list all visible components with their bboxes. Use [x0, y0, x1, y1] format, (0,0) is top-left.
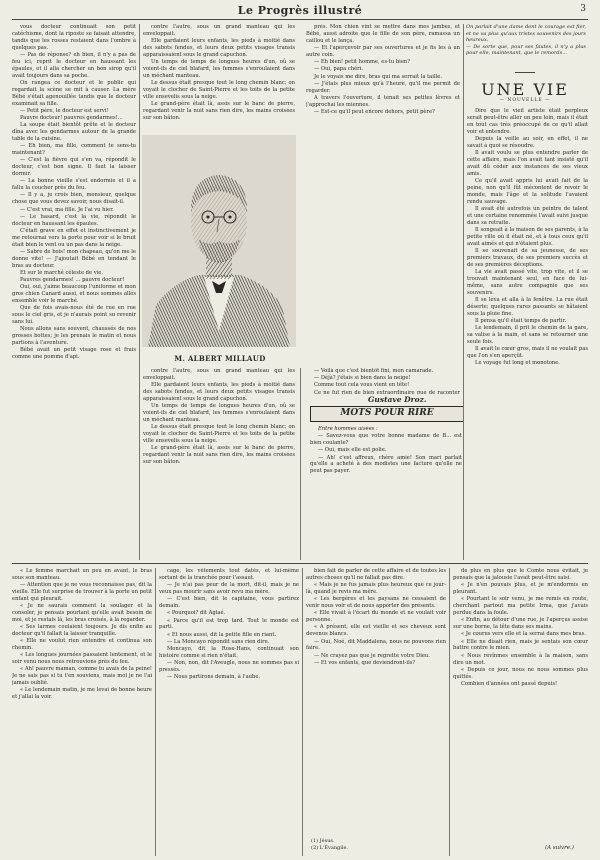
paragraph: — Déjà? j'étais si bien dans la neige! [314, 375, 411, 382]
paragraph: Depuis la veille au soir, en effet, il ne savait à quoi se résoudre. [467, 135, 588, 149]
column-divider [302, 568, 303, 856]
paragraph: — Attention que je ne vous reconnaisse pas, dit la vieille. Elle fut surprise de trouver à la porte un petit enfant qui pleurait. [12, 582, 152, 602]
portrait-illustration [142, 135, 296, 347]
lower-column-2 [159, 568, 299, 856]
paragraph: On rangea ce docteur et le public qui regardait la scène se mit à causer. La mère Bébé s'était agenouillée tandis que le docteur examinait sa fille. [12, 79, 136, 107]
paragraph: « Ah! pauvre maman, comme tu avais de la peine! Je ne sais pas si tu t'en souviens, mais moi je ne l'ai jamais oublié. [12, 666, 152, 687]
mots-pour-rire-text [310, 426, 462, 560]
paragraph: — J'étais plus mieux qu'à l'heure, qu'il me permit de regarder. [306, 80, 460, 94]
paragraph: « Le lendemain matin, je me levai de bonne heure et j'allai la voir. [12, 687, 152, 701]
paragraph: « Je ne saurais comment la soulager et la consoler, je pensais pourtant qu'elle avait besoin de moi, et je restais là, les bras croisés, à la regarder. [12, 603, 152, 623]
paragraph: Pauvres gendarmes! ... pauvre docteur! [20, 277, 125, 284]
paragraph: Il avait le cœur gros, mais il ne voulait pas que l'on s'en aperçût. [467, 346, 588, 359]
lower-column-3 [306, 568, 446, 836]
paragraph: Je le voyais me dire, bras qui ma serrait la taille. [314, 73, 442, 80]
column-divider [463, 24, 464, 560]
ornament-rule [515, 72, 535, 73]
paragraph: Pauvre docteur! pauvres gendarmes!... [20, 114, 123, 121]
paragraph: Moncayo, dit la Rose-Hans, continuait son histoire comme si rien n'était. [159, 646, 299, 659]
paragraph: « Depuis ce jour, nous ne nous sommes plus quittés. [453, 666, 588, 680]
paragraph: Le lendemain, il prit le chemin de la gare, sa valise à la main, et sans se retourner une seule fois. [467, 325, 588, 345]
epigraph-text-2: — De sorte que, pour ses fautes, il n'y a plus pour elle, maintenant, que le remords... [466, 43, 586, 56]
epigraph [466, 24, 586, 57]
paragraph: « Parce qu'il est trop tard. Tout le monde est parti. [159, 617, 299, 631]
story-column-2-lower [143, 368, 295, 560]
paragraph: Il songeait à la maison de ses parents, à la petite ville où il était né, et à tous ceux qu'il avait aimés et qui n'étaient plus. [467, 226, 588, 247]
portrait-engraving [142, 135, 296, 347]
joke-entry-label: Entre hommes aisées : [318, 426, 378, 432]
story-title: UNE VIE [481, 80, 569, 99]
author-signature: Gustave Droz. [368, 395, 427, 404]
paragraph: — Il y a, je crois bien, monsieur, quelque chose que vous devez savoir, nous disait-il. [12, 192, 136, 206]
paragraph: — Le hasard, c'est la vie, répondit le docteur en haussant les épaules. [12, 213, 136, 227]
paragraph: — Nous partirons demain, à l'aube. [167, 674, 261, 681]
paragraph: contre l'autre, sous un grand manteau qui les enveloppait. [143, 24, 295, 37]
une-vie-column [467, 108, 588, 560]
paragraph: « Elle ne disait rien, mais je sentais son cœur battre contre le mien. [453, 638, 588, 652]
masthead-title: Le Progrès illustré [237, 4, 363, 17]
paragraph: C'était grave en effet et instinctivement je me retournai vers la porte pour voir si le bruit était bien le vent ou un pas dans la neige. [12, 227, 136, 248]
paragraph: — Eh bien, ma fille, comment te sens-tu maintenant? [12, 143, 136, 157]
paragraph: « Pourtant le soir venu, je me remis en route, cherchant partout ma petite Irma, que j'avais perdue dans la foule. [453, 596, 588, 617]
footnote: (2) L'Évangile. [311, 844, 348, 851]
paragraph: Ce ne fut rien de bien extraordinaire que de raconter [314, 389, 460, 394]
paragraph: — Eh bien! petit homme, es-tu bien? [314, 59, 411, 66]
paragraph: Il se leva et alla à la fenêtre. La rue était déserte; quelques rares passants se hâtaient sous la pluie fine. [467, 296, 588, 317]
paragraph: — La bonne vieille s'est endormie et il a fallu la coucher près du feu. [12, 178, 136, 192]
paragraph: — Je n'ai pas peur de la mort, dit-il, mais je ne veux pas mourir sans avoir revu ma mère. [159, 582, 299, 596]
paragraph: — Petit père, le docteur est servi! [20, 107, 109, 114]
paragraph: « Et nous aussi, dit la petite fille en riant. [167, 631, 277, 638]
portrait-caption: M. ALBERT MILLAUD [174, 354, 266, 363]
paragraph: Oui, oui, j'aime beaucoup l'uniforme et mon gros chien Canard aussi, et nous sommes allés ensemble voir le marché. [12, 284, 136, 305]
story-column-2 [143, 24, 295, 130]
paragraph: — Non, non, dit l'Aveugle, nous ne sommes pas si pressés. [159, 660, 299, 674]
paragraph: Le dessus était presque tout le long chemin blanc; on voyait le clocher de Saint-Pierre et les toits de la petite ville ensevelis sous la neige. [143, 424, 295, 444]
joke-line: — Savez-vous que votre bonne madame de B... est bien coulante? [310, 433, 462, 447]
paragraph: Le dessus était presque tout le long chemin blanc; on voyait le clocher de Saint-Pierre et les toits de la petite ville ensevelis sous la neige. [143, 80, 295, 100]
footnote: (1) Jésus. [311, 838, 335, 844]
paragraph: — Pas de réponse? eh bien, il n'y a pas de feu ici, reprit le docteur en haussant les épaules, et il alla chercher un bon sirop qu'il avait toujours dans sa poche. [12, 51, 136, 79]
paragraph: Le grand-père était là, assis sur le banc de pierre, regardant venir la nuit sans rien dire, les mains croisées sur son bâton. [143, 101, 295, 121]
column-divider [155, 568, 156, 856]
paragraph: « Elle ne voulut rien entendre et continua son chemin. [12, 638, 152, 652]
paragraph: contre l'autre, sous un grand manteau qui les enveloppait. [143, 368, 295, 381]
paragraph: Il avait voulu se plus entendre parler de cette affaire, mais l'on avait tant insisté qu'il avait dû céder aux instances de ses vieux amis. [467, 150, 588, 177]
paragraph: près. Mon chien vint se mettre dans mes jambes, et Bébé, aussi adroite que le fille de son père, ramassa un caillou et le lança. [306, 24, 460, 44]
paragraph: Ce qu'il avait appris lui avait fait de la peine, non qu'il fût mécontent de revoir le monde, mais l'âge et la solitude l'avaient rendu sauvage. [467, 177, 588, 205]
joke-line: — Oui, mais elle est polie. [318, 447, 387, 454]
paragraph: — Est-ce qu'il peut encore dehors, petit père? [314, 108, 435, 115]
paragraph: Un temps de temps de longues heures d'un, oû se voient-ils de ciel blafard, les femmes s'enroulaient dans un méchant manteau. [143, 403, 295, 423]
story-column-3 [306, 24, 460, 130]
paragraph: Combien d'années ont passé depuis! [461, 680, 558, 687]
paragraph: « A présent, elle est vieille et ses cheveux sont devenus blancs. [306, 624, 446, 638]
paragraph: Nous allons sans souvent, chaussés de nos grosses bottes; je les prenais le matin et nous partions à l'aventure. [12, 326, 136, 347]
paragraph: — C'est la fièvre qui s'en va, répondit le docteur, c'est bon signe. Il faut la laisser dormir. [12, 157, 136, 178]
paragraph: Elle gardaient leurs enfants, les pieds à moitié dans des sabots fendus, et leurs deux petits visages transis apparaissaient sous le grand capuchon. [143, 38, 295, 58]
paragraph: Comme tout cela vous vient en tête! [314, 382, 410, 389]
page-header [12, 4, 588, 18]
paragraph: — Oui, Noé, dit Maddalena, nous ne pouvons rien faire. [306, 638, 446, 652]
paragraph: de plus en plus que le Comte nous évitait, je pensais que la jalousie l'avait peut-être saisi. [453, 568, 588, 581]
paragraph: — Ne crayez pas que je regrette votre Dieu. [314, 652, 430, 659]
paragraph: « Nous revînmes ensemble à la maison, sans dire un mot. [453, 652, 588, 666]
paragraph: Un temps de temps de longues heures d'un, oû se voient-ils de ciel blafard, les femmes s'enroulaient dans un méchant manteau. [143, 59, 295, 79]
paragraph: « Elle vivait à l'écart du monde et ne voulait voir personne. [306, 610, 446, 624]
paragraph: vous docteur continuait son petit catéchisme, dont la riposte se faisait attendre, tandis que les rosses restaient dans l'ombre à quelques pas. [12, 24, 136, 51]
story-column-3-lower [306, 368, 460, 394]
paragraph: Il pensa qu'il était temps de partir. [475, 317, 567, 324]
lower-column-4 [453, 568, 588, 842]
column-divider [449, 568, 450, 856]
paragraph: « Pourquoi? dit Aglaé. [167, 610, 226, 617]
paragraph: La soupe était bientôt prête et le docteur dîna avec les gendarmes autour de la grande table de la cuisine. [12, 122, 136, 142]
paragraph: — Voilà que c'est bientôt fini, mon camarade. [314, 368, 434, 374]
paragraph: Dire que le vieil artiste était perpleux serait peut-être aller un peu loin, mais il était en tout cas très préoccupé de ce qu'il allait voir et entendre. [467, 108, 588, 135]
mots-pour-rire-banner [310, 406, 464, 422]
paragraph: — Oui, papa chéri. [314, 66, 363, 73]
paragraph: « Les bergères et les paysans ne cessaient de venir nous voir et de nous apporter des présents. [306, 596, 446, 610]
story-subtitle: — NOUVELLE — [499, 98, 551, 103]
section-divider [12, 563, 588, 564]
paragraph: — La Moncayo répondit sans rien dire. [167, 638, 270, 645]
column-divider [300, 368, 301, 560]
joke-line: — Ah! c'est affreux, chère amie! Son mari parlait qu'elle a acheté à des modistes une facture qu'elle ne peut pas payer. [310, 454, 462, 475]
paragraph: « Les longues journées passaient lentement, et le soir venu nous nous retrouvions près du feu. [12, 652, 152, 666]
paragraph: « Enfin, au détour d'une rue, je l'aperçus assise sur une borne, la tête dans ses mains. [453, 617, 588, 631]
paragraph: « Je courus vers elle et la serrai dans mes bras. [461, 631, 586, 638]
paragraph: Le grand-père était là, assis sur le banc de pierre, regardant venir la nuit sans rien dire, les mains croisées sur son bâton. [143, 445, 295, 465]
paragraph: Bébé avait un petit visage rose et frais comme une pomme d'api. [12, 347, 136, 361]
paragraph: « Le femme marchait un peu en avant, le bras sous son manteau. [12, 568, 152, 581]
paragraph: — C'est bien, dit le capitaine, vous partirez demain. [159, 596, 299, 610]
lower-column-1 [12, 568, 152, 856]
paragraph: Elle gardaient leurs enfants, les pieds à moitié dans des sabots fendus, et leurs deux petits visages transis apparaissaient sous le grand capuchon. [143, 382, 295, 402]
to-be-continued: (A suivre.) [545, 845, 574, 851]
mots-pour-rire-title: MOTS POUR RIRE [340, 408, 434, 418]
page-number: 3 [580, 4, 586, 14]
column-divider [139, 24, 140, 560]
story-column-1 [12, 24, 136, 560]
header-rule [12, 19, 588, 20]
paragraph: « Mais je ne fus jamais plus heureux que ce jour-là, quand je revis ma mère. [306, 582, 446, 596]
paragraph: Il se souvenait de sa jeunesse, de ses premiers travaux, de ses premiers succès et de ses premières déceptions. [467, 247, 588, 268]
paragraph: Il avait été autrefois un peintre de talent et une certaine renommée l'avait suivi jusque dans sa retraite. [467, 205, 588, 226]
paragraph: bien fait de parler de cette affaire et de toutes les autres choses qu'il ne fallait pas dire. [306, 568, 446, 581]
paragraph: La vie avait passé vite, trop vite, et il se trouvait maintenant seul, en face de lui-même, sans autre compagnie que ses souvenirs. [467, 268, 588, 296]
paragraph: Et sur le marché céleste de vie. [20, 269, 104, 276]
paragraph: — Et l'aperçevoir par ses ouvertures et je fis les à un autre coin. [306, 45, 460, 58]
footnotes [311, 838, 348, 851]
paragraph: — Et vos enfants, que deviendront-ils? [314, 659, 416, 666]
paragraph: cage, les vêtements tout datés, et lui-même sortant de la tranchée pour l'assaut. [159, 568, 299, 581]
paragraph: « Ses larmes coulaient toujours. Je dis enfin au docteur qu'il fallait la laisser tranquille. [12, 624, 152, 638]
paragraph: A travers l'ouverture, il tenait ses petites lèvres et j'approchai les miennes. [306, 94, 460, 108]
paragraph: « Je n'en pouvais plus, et je m'endormis en pleurant. [453, 582, 588, 596]
epigraph-text: On parlait d'une dame dont le courage est fier, et ne va plus qu'aux tristes souvenirs des jours heureux. [466, 24, 586, 43]
paragraph: — C'est vrai, ma fille. Je l'ai vu hier. [20, 206, 114, 213]
paragraph: — Sabre de bois! mon chapeau, qu'on me le donne vite! — J'ajoutait Bébé en tendant le bras au docteur. [12, 248, 136, 269]
paragraph: Que de fois avais-nous été de rue en rue sous le ciel gris, et je n'aurais point su revenir sans lui. [12, 305, 136, 326]
paragraph: Le voyage fut long et monotone. [475, 360, 560, 367]
